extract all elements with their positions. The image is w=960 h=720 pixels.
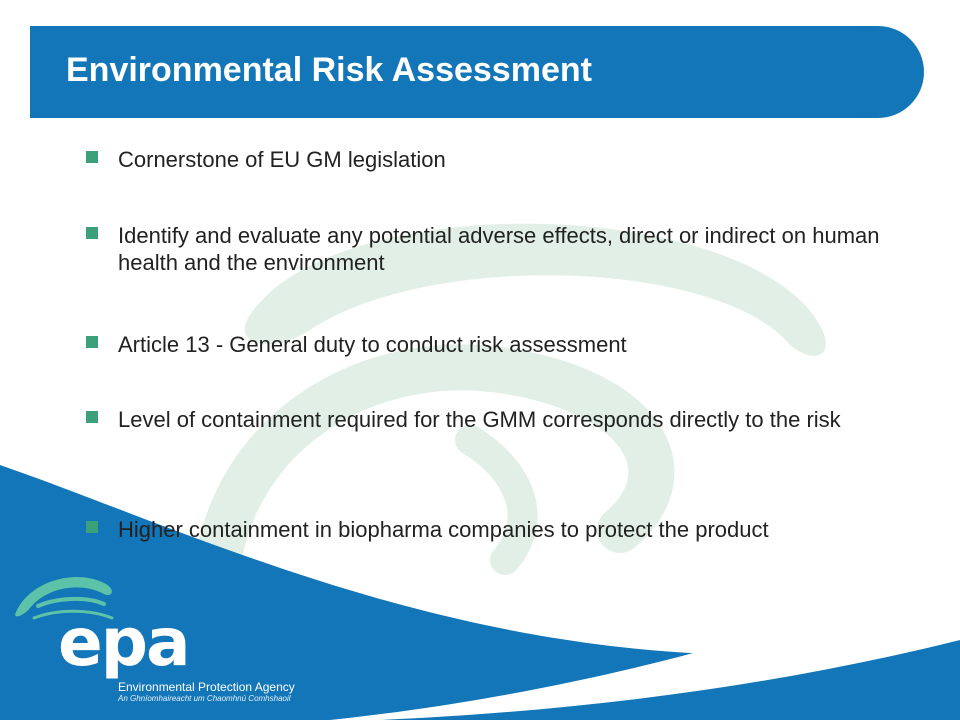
slide-title: Environmental Risk Assessment bbox=[66, 51, 592, 89]
square-bullet-icon bbox=[86, 521, 98, 533]
logo-agency-irish-name: An Ghníomhaireacht um Chaomhnú Comhshaoil bbox=[118, 694, 291, 703]
logo-agency-name: Environmental Protection Agency bbox=[118, 680, 295, 694]
square-bullet-icon bbox=[86, 151, 98, 163]
bullet-text: Cornerstone of EU GM legislation bbox=[118, 147, 446, 172]
bullet-item bbox=[86, 406, 926, 433]
square-bullet-icon bbox=[86, 227, 98, 239]
bullet-item bbox=[86, 222, 926, 276]
square-bullet-icon bbox=[86, 336, 98, 348]
bullet-item bbox=[86, 331, 926, 358]
bullet-text: Identify and evaluate any potential adverse effects, direct or indirect on human health and the environment bbox=[118, 223, 880, 275]
bullet-item bbox=[86, 516, 926, 543]
epa-logo bbox=[8, 560, 318, 710]
logo-wordmark: epa bbox=[58, 604, 189, 681]
title-banner bbox=[30, 26, 924, 118]
square-bullet-icon bbox=[86, 411, 98, 423]
bullet-item bbox=[86, 146, 926, 173]
bullet-text: Higher containment in biopharma companies to protect the product bbox=[118, 517, 769, 542]
bullet-text: Article 13 - General duty to conduct risk assessment bbox=[118, 332, 627, 357]
bullet-text: Level of containment required for the GMM corresponds directly to the risk bbox=[118, 407, 841, 432]
